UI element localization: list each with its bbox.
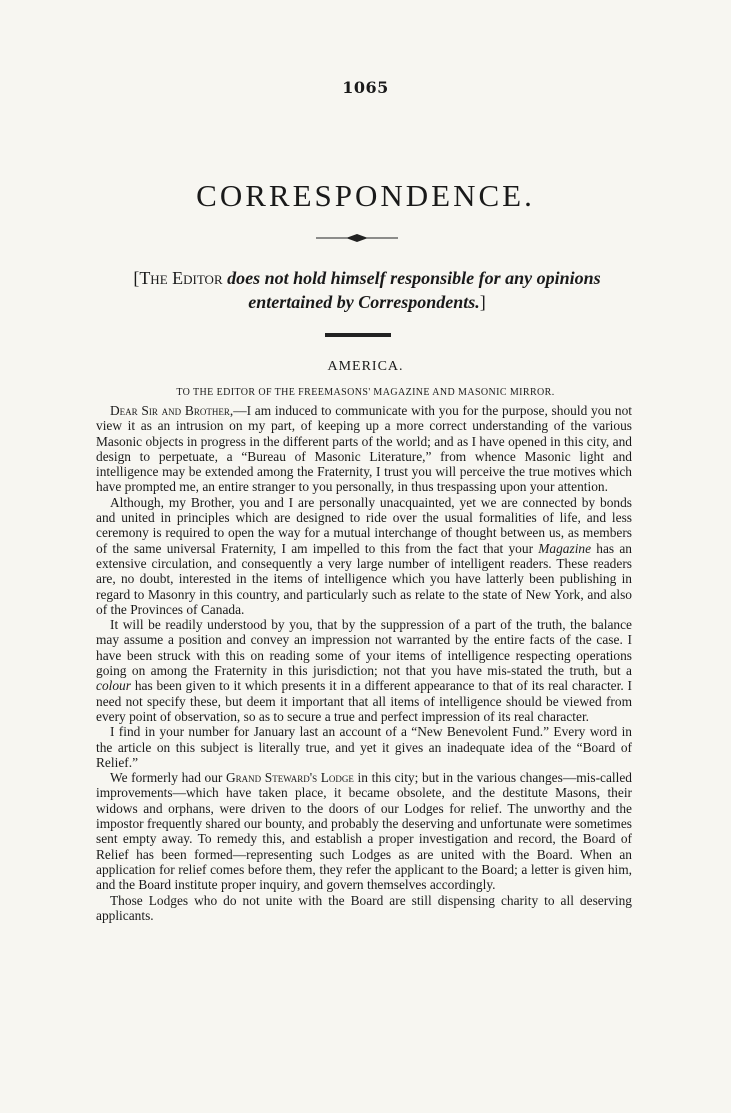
- paragraph-5: We formerly had our Grand Steward's Lodge in this city; but in the various changes—mis-called improvements—which have taken place, it became obsolete, and the destitute Masons, their widows and orphans, were driven to the doors of our Lodges for relief. The unworthy and the impostor frequently shared our bounty, and probably the deserving and unfortunate were sometimes sent empty away. To remedy this, and establish a proper investigation and record, the Board of Relief has been formed—representing such Lodges as are united with the Board. When an application for relief comes before them, they refer the applicant to the Board; a letter is given him, and the Board institute proper inquiry, and govern themselves accordingly.: [96, 770, 632, 893]
- paragraph-4: I find in your number for January last an account of a “New Benevolent Fund.” Every word in the article on this subject is literally true, and yet it gives an inadequate idea of the “Board of Relief.”: [96, 724, 632, 770]
- page-number: 1065: [342, 78, 389, 97]
- paragraph-1: Dear Sir and Brother,—I am induced to communicate with you for the purpose, should you not view it as an intrusion on my part, of keeping up a more correct understanding of the various Masonic objects in progress in the different parts of the world; and as I have opened in this city, and design to perpetuate, a “Bureau of Masonic Literature,” from whence Masonic light and intelligence may be extended among the Fraternity, I trust you will perceive the true motives which have prompted me, an entire stranger to you personally, in thus trespassing upon your attention.: [96, 403, 632, 495]
- bracket-close: ]: [479, 292, 486, 312]
- paragraph-6: Those Lodges who do not unite with the Board are still dispensing charity to all deserving applicants.: [96, 892, 632, 923]
- ornament-rule-icon: [316, 232, 398, 244]
- bracket-open: [: [133, 268, 140, 288]
- salutation: Dear Sir and Brother,: [110, 403, 234, 418]
- section-divider: [325, 333, 391, 337]
- section-heading: AMERICA.: [327, 359, 404, 374]
- letter-addressee: TO THE EDITOR OF THE FREEMASONS' MAGAZINE AND MASONIC MIRROR.: [176, 387, 555, 398]
- page-title: CORRESPONDENCE.: [196, 178, 535, 213]
- paragraph-2: Although, my Brother, you and I are personally unacquainted, yet we are connected by bonds and united in principles which are designed to ride over the usual formalities of life, and less ceremony is required to open the way for a mutual interchange of thought between us, as members of the same universal Fraternity, I am impelled to this from the fact that your Magazine has an extensive circulation, and consequently a very large number of intelligent readers. These readers are, no doubt, interested in the items of intelligence which you have latterly been publishing in regard to Masonry in this country, and particularly such as relate to the state of New York, and also of the Provinces of Canada.: [96, 494, 632, 617]
- disclaimer-line-1: does not hold himself responsible for any opinions: [222, 268, 601, 288]
- paragraph-3: It will be readily understood by you, that by the suppression of a part of the truth, the balance may assume a position and convey an impression not warranted by the entire facts of the case. I have been struck with this on reading some of your items of intelligence respecting operations going on among the Fraternity in this jurisdiction; not that you have mis-stated the truth, but a colour has been given to it which presents it in a different appearance to that of its real character. I need not specify these, but deem it important that all items of intelligence should be viewed from every point of observation, so as to secure a true and perfect impression of its real character.: [96, 617, 632, 724]
- disclaimer-editor: The Editor: [139, 268, 223, 288]
- editor-disclaimer: [112, 266, 622, 314]
- disclaimer-line-2: entertained by Correspondents.: [248, 292, 480, 312]
- letter-body: [96, 403, 632, 923]
